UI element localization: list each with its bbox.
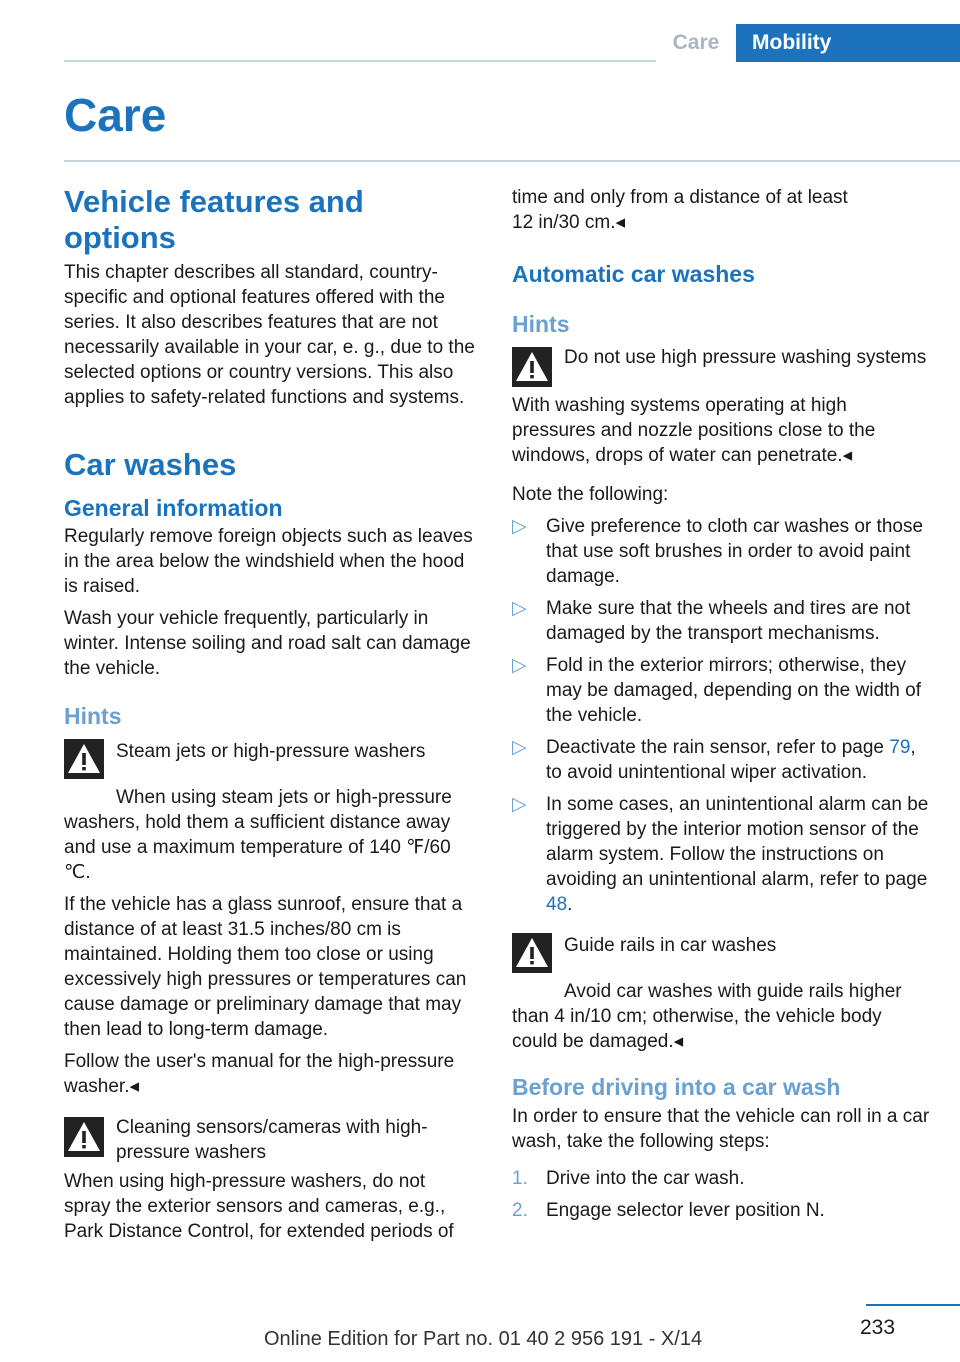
warning-body-steam-jets: When using steam jets or high-pressure washers, hold them a sufficient distance away and use a maximum temperature of 140 ℉/60 ℃. [64, 787, 452, 883]
steps-list [512, 1166, 930, 1223]
bullet-marker: ▷ [512, 794, 527, 815]
warning-triangle-icon [64, 1117, 104, 1157]
paragraph-sunroof: If the vehicle has a glass sunroof, ensure that a distance of at least 31.5 inches/80 cm is maintained. Holding them too close or using excessively high pressures or temperatures can cause damage or preliminary damage that may then lead to long-term damage. [64, 894, 467, 1040]
page-link-48[interactable]: 48 [546, 894, 568, 915]
right-column [512, 185, 930, 1231]
warning-sensors [64, 1115, 476, 1165]
step-number: 2. [512, 1200, 528, 1221]
heading-hints-right: Hints [512, 311, 570, 337]
heading-before-driving: Before driving into a car wash [512, 1074, 841, 1100]
list-item [512, 1198, 930, 1223]
paragraph-before-driving: In order to ensure that the vehicle can roll in a car wash, take the following steps: [512, 1106, 930, 1152]
list-item-text: Fold in the exterior mirrors; otherwise, they may be damaged, depending on the width of the vehicle. [546, 655, 921, 726]
heading-car-washes: Car washes [64, 447, 237, 482]
warning-title: Steam jets or high-pressure washers [116, 741, 426, 762]
list-item [512, 735, 930, 785]
paragraph-continued: time and only from a distance of at least 12 in/30 cm.◂ [512, 187, 848, 233]
text-segment: Deactivate the rain sensor, refer to page [546, 737, 890, 758]
warning-triangle-icon [512, 347, 552, 387]
header-section-care: Care [672, 31, 720, 54]
warning-triangle-icon [512, 933, 552, 973]
list-item [512, 1166, 930, 1191]
car-wash-checklist [512, 514, 930, 917]
heading-vehicle-features: Vehicle features and options [64, 184, 364, 255]
header-divider [64, 60, 656, 62]
paragraph-general-2: Wash your vehicle frequently, particularly in winter. Intense soiling and road salt can damage the vehicle. [64, 608, 471, 679]
bullet-marker: ▷ [512, 737, 527, 758]
warning-steam-jets [64, 737, 476, 779]
heading-general-information: General information [64, 495, 283, 521]
edition-note: Online Edition for Part no. 01 40 2 956 191 - X/14 [264, 1328, 703, 1350]
step-number: 1. [512, 1168, 528, 1189]
paragraph-note: Note the following: [512, 484, 669, 505]
warning-triangle-icon [64, 739, 104, 779]
heading-automatic-car-washes: Automatic car washes [512, 261, 755, 287]
page-title: Care [64, 89, 167, 141]
page-number: 233 [860, 1316, 896, 1339]
paragraph-vehicle-features: This chapter describes all standard, country-specific and optional features offered with the series. It also describes features that are not necessarily available in your car, e. g., due to the selected options or country versions. This also applies to safety-related functions and systems. [64, 262, 475, 408]
paragraph-manual: Follow the user's manual for the high-pressure washer.◂ [64, 1051, 455, 1097]
warning-title: Guide rails in car washes [564, 935, 777, 956]
list-item-text [546, 735, 930, 785]
list-item [512, 792, 930, 917]
warning-high-pressure [512, 345, 930, 387]
step-text: Drive into the car wash. [546, 1168, 745, 1189]
list-item-text: Make sure that the wheels and tires are not damaged by the transport mechanisms. [546, 598, 911, 644]
bullet-marker: ▷ [512, 598, 527, 619]
bullet-marker: ▷ [512, 516, 527, 537]
warning-guide-rails [512, 931, 930, 973]
paragraph-sensors: When using high-pressure washers, do not spray the exterior sensors and cameras, e.g., Park Distance Control, for extended periods of [64, 1171, 454, 1242]
paragraph-general-1: Regularly remove foreign objects such as leaves in the area below the windshield when the hood is raised. [64, 526, 473, 597]
title-divider [64, 160, 960, 162]
warning-body-guide-rails: Avoid car washes with guide rails higher than 4 in/10 cm; otherwise, the vehicle body could be damaged.◂ [512, 981, 902, 1052]
step-text: Engage selector lever position N. [546, 1200, 825, 1221]
warning-title: Do not use high pressure washing systems [564, 347, 927, 368]
footer-divider [866, 1304, 960, 1306]
text-segment: In some cases, an unintentional alarm can be triggered by the interior motion sensor of the alarm system. Follow the instructions on avoiding an unintentional alarm, refer to page [546, 794, 929, 890]
left-column [64, 184, 476, 1251]
paragraph-high-pressure: With washing systems operating at high pressures and nozzle positions close to the windows, drops of water can penetrate.◂ [512, 395, 876, 466]
warning-title: Cleaning sensors/cameras with high-pressure washers [116, 1117, 428, 1163]
header-chapter-mobility: Mobility [736, 24, 960, 62]
bullet-marker: ▷ [512, 655, 527, 676]
page-link-79[interactable]: 79 [889, 737, 911, 758]
list-item-text [546, 792, 930, 917]
list-item [512, 653, 930, 728]
list-item [512, 514, 930, 589]
text-segment: . [567, 894, 573, 915]
heading-hints: Hints [64, 703, 122, 729]
list-item [512, 596, 930, 646]
text-segment: , to avoid unintentional wiper activation. [546, 737, 916, 783]
list-item-text: Give preference to cloth car washes or those that use soft brushes in order to avoid paint damage. [546, 516, 924, 587]
